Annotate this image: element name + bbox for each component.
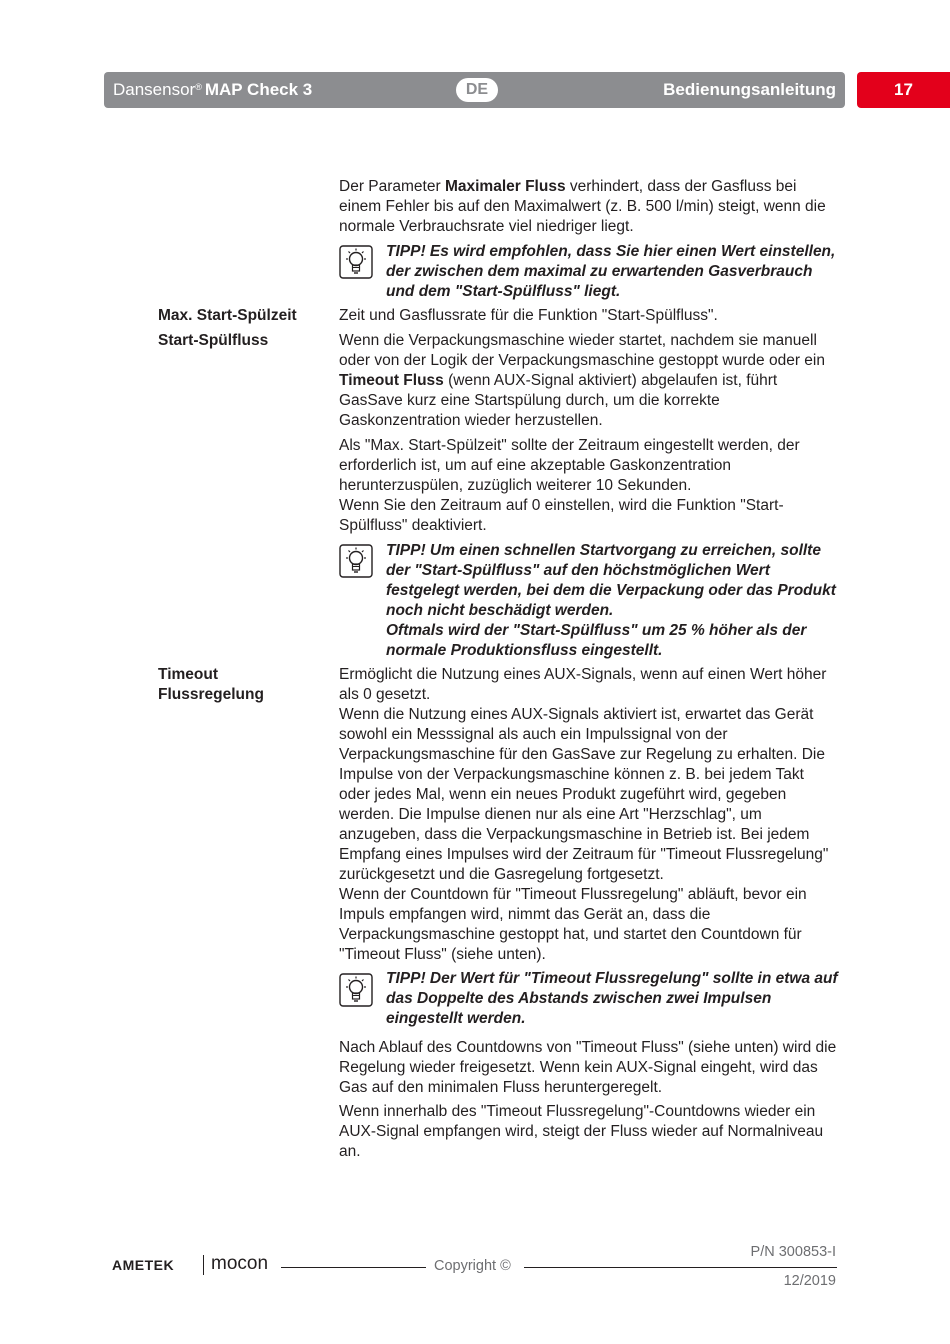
product-name: MAP Check 3 (204, 80, 313, 99)
part-number: P/N 300853-I (750, 1244, 836, 1260)
lightbulb-icon (339, 245, 373, 279)
start-p1-text-b: (wenn AUX-Signal aktiviert) abgelaufen ist, führt GasSave kurz eine Startspülung durch, um die korrekte Gaskonzentration wieder herzustellen. (339, 372, 778, 429)
timeout-paragraph-5: Wenn innerhalb des "Timeout Flussregelung"-Countdowns wieder ein AUX-Signal empfangen wird, steigt der Fluss wieder auf Normalniveau an. (339, 1103, 824, 1160)
term-start-spuelfluss: Start-Spülfluss (158, 332, 269, 349)
start-p1-text-bold: Timeout Fluss (339, 372, 444, 389)
footer-rule-left (281, 1267, 426, 1268)
timeout-paragraph-3: Wenn der Countdown für "Timeout Flussregelung" abläuft, bevor ein Impuls empfangen wird, nimmt das Gerät an, dass die Verpackungsmaschine gestoppt hat, und startet den Countdown für "Timeout Fluss" (siehe unten). (339, 886, 807, 963)
intro-paragraph (339, 177, 839, 237)
start-spuelfluss-paragraph-3: Wenn Sie den Zeitraum auf 0 einstellen, wird die Funktion "Start-Spülfluss" deaktiviert. (339, 497, 784, 534)
tip-maximaler-fluss: TIPP! Es wird empfohlen, dass Sie hier einen Wert einstellen, der zwischen dem maximal zu erwartenden Gasverbrauch und dem "Start-Spülfluss" liegt. (386, 243, 836, 300)
tip-start-spuelfluss (386, 541, 841, 661)
lightbulb-icon (339, 973, 373, 1007)
registered-mark: ® (195, 82, 202, 92)
header-bar (104, 72, 845, 108)
timeout-paragraph-2: Wenn die Nutzung eines AUX-Signals aktiviert ist, erwartet das Gerät sowohl ein Messsignal als auch ein Impulssignal von der Verpackungsmaschine für den GasSave zur Regelung zu erhalten. Die Impulse von der Verpackungsmaschine können z. B. bei jedem Takt oder jedes Mal, wenn ein neues Produkt zugeführt wird, gegeben werden. Die Impulse dienen nur als eine Art "Herzschlag", um anzugeben, dass die Verpackungsmaschine in Betrieb ist. Bei jedem Empfang eines Impulses wird der Zeitraum für "Timeout Flussregelung" zurückgesetzt und die Gasregelung fortgesetzt. (339, 706, 829, 883)
product-title (113, 80, 312, 100)
document-type: Bedienungsanleitung (663, 80, 836, 99)
mocon-logo: mocon (211, 1253, 269, 1274)
intro-text-suffix: verhindert, dass der Gasfluss bei einem Fehler bis auf den Maximalwert (z. B. 500 l/min) steigt, wenn die normale Verbrauchsrate viel niedriger liegt. (339, 178, 826, 235)
footer-logo-divider (203, 1255, 204, 1275)
copyright: Copyright © (434, 1258, 511, 1274)
tip-start-spuelfluss-line-1: TIPP! Um einen schnellen Startvorgang zu erreichen, sollte der "Start-Spülfluss" auf den höchstmöglichen Wert festgelegt werden, bei dem die Verpackung oder das Produkt noch nicht beschädigt werden. (386, 542, 836, 619)
start-p1-text-a: Wenn die Verpackungsmaschine wieder startet, nachdem sie manuell oder von der Logik der Verpackungsmaschine gestoppt wurde oder ein (339, 332, 825, 369)
tip-start-spuelfluss-line-2: Oftmals wird der "Start-Spülfluss" um 25 % höher als der normale Produktionsfluss eingestellt. (386, 622, 807, 659)
timeout-paragraph-4: Nach Ablauf des Countdowns von "Timeout Fluss" (siehe unten) wird die Regelung wieder freigesetzt. Wenn kein AUX-Signal eingeht, wird das Gas auf den minimalen Fluss heruntergeregelt. (339, 1039, 837, 1096)
language-badge: DE (456, 78, 498, 102)
document-date: 12/2019 (783, 1273, 836, 1289)
product-prefix: Dansensor (113, 80, 196, 99)
page-number: 17 (857, 72, 950, 108)
ametek-logo: AMETEK (112, 1257, 175, 1273)
tip-timeout-flussregelung: TIPP! Der Wert für "Timeout Flussregelung" sollte in etwa auf das Doppelte des Abstands zwischen zwei Impulsen eingestellt werden. (386, 970, 838, 1027)
intro-text-prefix: Der Parameter (339, 178, 445, 195)
intro-text-bold: Maximaler Fluss (444, 178, 566, 195)
lightbulb-icon (339, 544, 373, 578)
max-start-spuelzeit-description: Zeit und Gasflussrate für die Funktion "Start-Spülfluss". (339, 307, 718, 324)
footer-rule-right (524, 1267, 837, 1268)
timeout-paragraph-1: Ermöglicht die Nutzung eines AUX-Signals, wenn auf einen Wert höher als 0 gesetzt. (339, 666, 827, 703)
start-spuelfluss-paragraph-1 (339, 331, 839, 431)
term-timeout-flussregelung: Timeout Flussregelung (158, 666, 264, 703)
start-spuelfluss-paragraph-2: Als "Max. Start-Spülzeit" sollte der Zeitraum eingestellt werden, der erforderlich ist, um auf eine akzeptable Gaskonzentration herunterzuspülen, zuzüglich weiterer 10 Sekunden. (339, 437, 800, 494)
term-max-start-spuelzeit: Max. Start-Spülzeit (158, 307, 297, 324)
